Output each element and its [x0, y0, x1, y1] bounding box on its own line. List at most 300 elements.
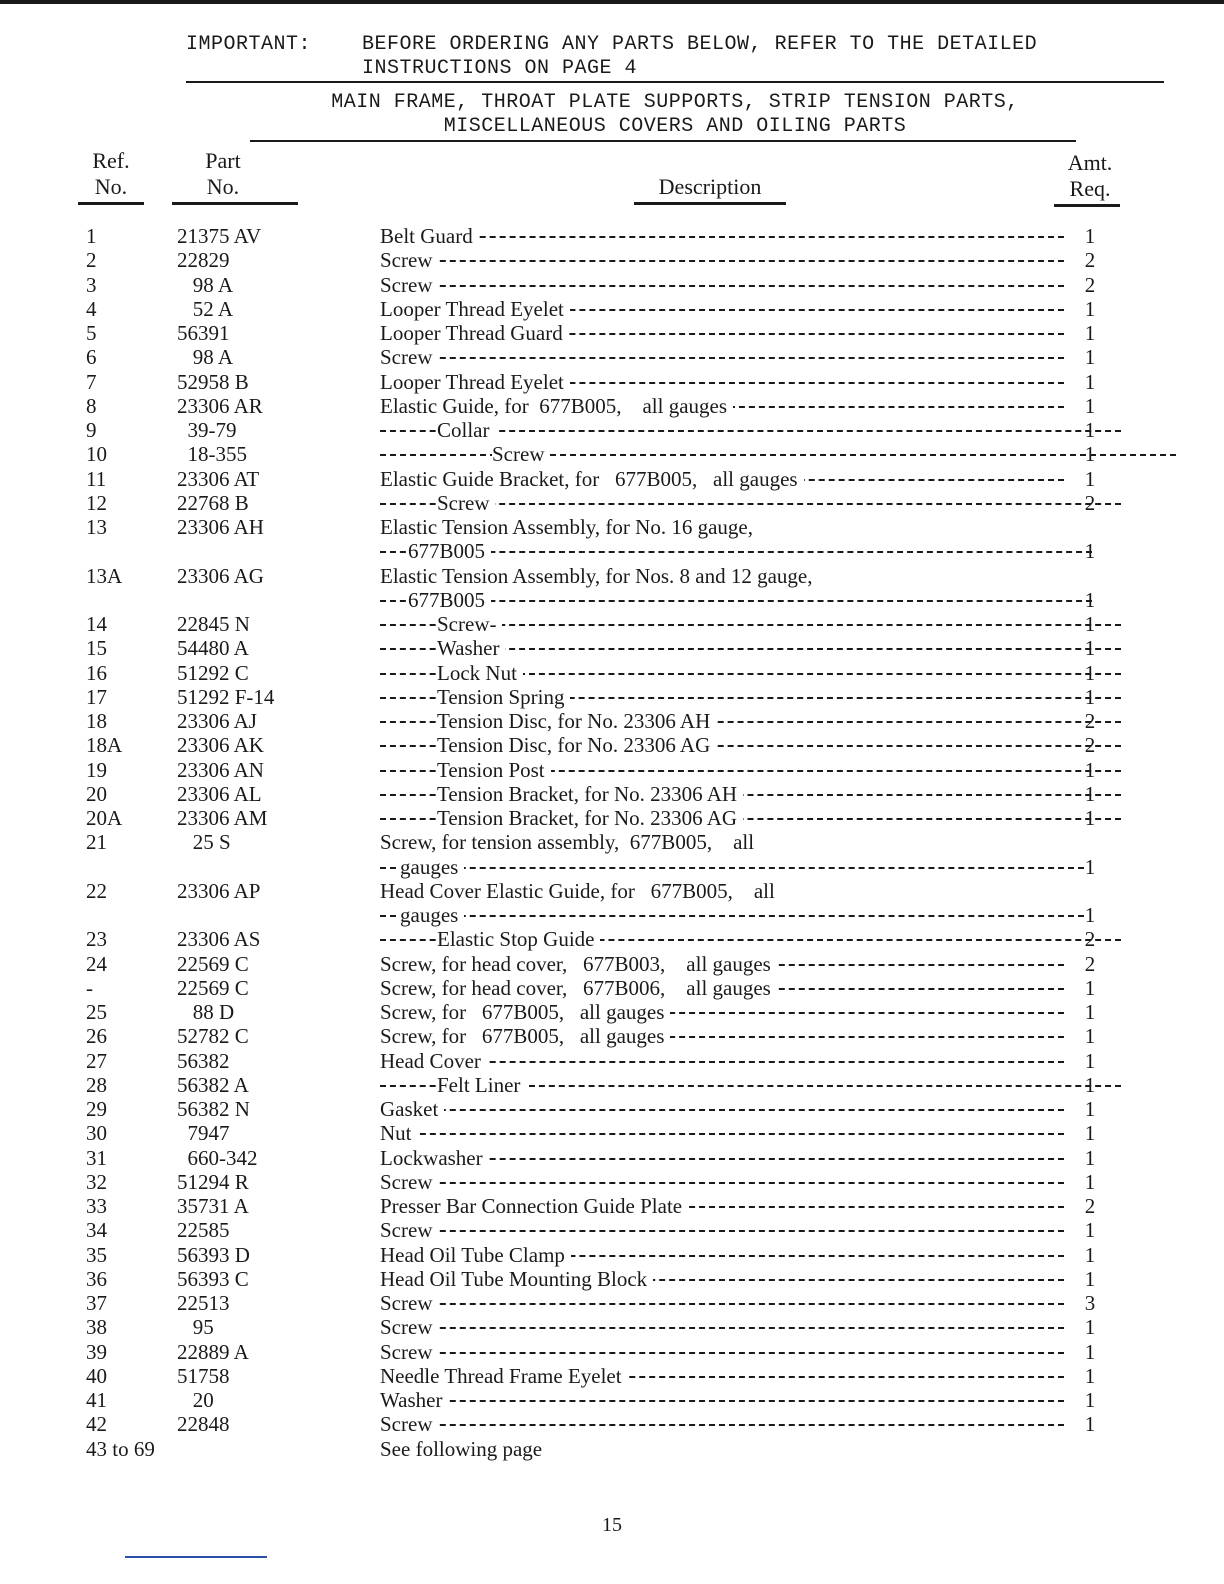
table-row: [0, 1097, 1224, 1121]
part-no: 23306 AM: [177, 806, 268, 830]
description: [380, 927, 1127, 951]
description: [380, 1049, 1070, 1073]
description-text: Head Cover: [380, 1049, 487, 1073]
description: [380, 1121, 1070, 1145]
amount-required: 2: [1084, 490, 1096, 515]
description: [380, 661, 1127, 685]
amount-required: 1: [1084, 393, 1096, 418]
amount-required: 1: [1084, 1145, 1096, 1170]
description: [380, 224, 1070, 248]
description: [380, 758, 1127, 782]
ref-no: 12: [86, 490, 107, 515]
important-notice: BEFORE ORDERING ANY PARTS BELOW, REFER TO THE DETAILED INSTRUCTIONS ON PAGE 4: [362, 33, 1038, 80]
ref-no: 21: [86, 830, 107, 855]
ref-no: 25: [86, 1000, 107, 1024]
description-header: Description: [658, 174, 762, 199]
part-no: 18-355: [177, 442, 247, 467]
description: [380, 806, 1127, 830]
description: [380, 879, 1070, 903]
description: [380, 685, 1127, 709]
description-text: Looper Thread Guard: [380, 321, 569, 345]
table-row: [0, 806, 1224, 830]
amount-required: 1: [1084, 1048, 1096, 1073]
ref-no: 20: [86, 781, 107, 806]
ref-no: 31: [86, 1145, 107, 1170]
table-row: [0, 661, 1224, 685]
description: [380, 1364, 1070, 1388]
amount-required: 1: [1084, 684, 1096, 709]
part-no: 23306 AR: [177, 393, 263, 418]
description-text: Needle Thread Frame Eyelet: [380, 1364, 628, 1388]
ref-no: 33: [86, 1194, 107, 1218]
amount-required: 1: [1084, 757, 1096, 782]
description: [380, 1073, 1127, 1097]
description: [380, 394, 1070, 418]
table-row: [0, 467, 1224, 491]
amount-required: 1: [1084, 781, 1096, 806]
description: [380, 1170, 1070, 1194]
amount-required: 2: [1084, 272, 1096, 297]
ref-no: 36: [86, 1266, 107, 1291]
description-text: Screw, for 677B005, all gauges: [380, 1024, 670, 1048]
ref-no: 6: [86, 345, 97, 370]
part-no: 23306 AT: [177, 466, 260, 491]
description: [380, 588, 1098, 612]
divider: [186, 81, 1164, 83]
description-text: gauges: [400, 855, 464, 879]
ref-no: 18: [86, 709, 107, 733]
table-row: [0, 1267, 1224, 1291]
table-row: [0, 515, 1224, 539]
description-text: Head Oil Tube Clamp: [380, 1243, 571, 1267]
table-row: [0, 903, 1224, 927]
description: [380, 830, 1070, 854]
table-row: [0, 394, 1224, 418]
ref-no: 1: [86, 224, 97, 248]
ref-no: 11: [86, 466, 107, 491]
amount-required: 1: [1084, 296, 1096, 321]
ref-no: 32: [86, 1169, 107, 1194]
amount-required: 1: [1084, 660, 1096, 685]
ref-no-underline: [78, 202, 144, 205]
part-no: 23306 AP: [177, 878, 261, 903]
description: [380, 1097, 1070, 1121]
ref-no: 7: [86, 369, 97, 394]
description: [380, 321, 1070, 345]
description: [380, 273, 1070, 297]
amt-req-underline: [1054, 204, 1120, 207]
description: [380, 1243, 1070, 1267]
description: [380, 418, 1127, 442]
description-text: Tension Disc, for No. 23306 AH: [437, 709, 716, 733]
part-no: 56382 N: [177, 1097, 250, 1121]
description-text: gauges: [400, 903, 464, 927]
table-row: [0, 855, 1224, 879]
ref-no: 16: [86, 660, 107, 685]
part-no: 22848: [177, 1412, 230, 1437]
amt-req-header: Amt. Req.: [1067, 150, 1113, 201]
part-no: 23306 AH: [177, 515, 264, 539]
amount-required: 1: [1084, 612, 1096, 636]
amount-required: 1: [1084, 1097, 1096, 1121]
part-no: 51292 F-14: [177, 684, 275, 709]
table-row: [0, 1049, 1224, 1073]
table-row: [0, 491, 1224, 515]
ref-no: 40: [86, 1363, 107, 1388]
ref-no: 39: [86, 1339, 107, 1364]
table-row: [0, 1291, 1224, 1315]
description: [380, 491, 1127, 515]
part-no: 7947: [177, 1121, 230, 1146]
amount-required: 1: [1084, 975, 1096, 1000]
description: [380, 952, 1070, 976]
part-no: 21375 AV: [177, 224, 262, 248]
ref-no: 34: [86, 1218, 107, 1243]
description: [380, 370, 1070, 394]
ref-no: 5: [86, 321, 97, 345]
description-text: 677B005: [408, 539, 491, 563]
part-no: 660-342: [177, 1145, 258, 1170]
description-text: Tension Bracket, for No. 23306 AG: [437, 806, 743, 830]
description-text: See following page: [380, 1437, 548, 1461]
part-no: 25 S: [177, 830, 231, 855]
table-row: [0, 612, 1224, 636]
table-row: [0, 1340, 1224, 1364]
description: [380, 564, 1070, 588]
part-no: 51292 C: [177, 660, 249, 685]
description: [380, 1218, 1070, 1242]
amount-required: 1: [1084, 587, 1096, 612]
part-no: 22829: [177, 248, 230, 273]
table-row: [0, 976, 1224, 1000]
ref-no-header: Ref. No.: [92, 148, 130, 199]
description: [380, 855, 1090, 879]
table-row: [0, 1146, 1224, 1170]
part-no: 56391: [177, 321, 230, 345]
description-text: Felt Liner: [437, 1073, 526, 1097]
table-row: [0, 321, 1224, 345]
table-row: [0, 709, 1224, 733]
description-text: Head Oil Tube Mounting Block: [380, 1267, 653, 1291]
part-no: 54480 A: [177, 636, 249, 661]
table-row: [0, 564, 1224, 588]
ref-no: 29: [86, 1097, 107, 1121]
part-no: 56393 D: [177, 1242, 250, 1267]
page-number: 15: [602, 1514, 622, 1536]
part-no: 23306 AL: [177, 781, 262, 806]
amount-required: 3: [1084, 1291, 1096, 1315]
ref-no: 8: [86, 393, 97, 418]
ref-no: 28: [86, 1072, 107, 1097]
table-row: [0, 1170, 1224, 1194]
description: [380, 1412, 1070, 1436]
amount-required: 2: [1084, 927, 1096, 952]
description-text: Elastic Tension Assembly, for Nos. 8 and 12 gauge,: [380, 564, 818, 588]
table-row: [0, 1024, 1224, 1048]
amount-required: 1: [1084, 1000, 1096, 1024]
description-text: Screw: [380, 345, 438, 369]
section-title-line-2: MISCELLANEOUS COVERS AND OILING PARTS: [443, 115, 907, 138]
amount-required: 1: [1084, 1339, 1096, 1364]
description-text: Elastic Guide Bracket, for 677B005, all gauges: [380, 467, 804, 491]
description-text: Elastic Stop Guide: [437, 927, 600, 951]
part-no: 23306 AN: [177, 757, 264, 782]
description-text: Lock Nut: [437, 661, 523, 685]
description-text: Looper Thread Eyelet: [380, 297, 570, 321]
description: [380, 976, 1070, 1000]
ref-no: 19: [86, 757, 107, 782]
table-row: [0, 345, 1224, 369]
description-text: Presser Bar Connection Guide Plate: [380, 1194, 688, 1218]
table-row: [0, 273, 1224, 297]
part-no: 23306 AJ: [177, 709, 257, 733]
description-text: Screw: [380, 1412, 438, 1436]
table-row: [0, 1364, 1224, 1388]
part-no: 51294 R: [177, 1169, 249, 1194]
table-row: [0, 442, 1224, 466]
description: [380, 612, 1127, 636]
amount-required: 1: [1084, 345, 1096, 370]
ref-no: 30: [86, 1121, 107, 1146]
part-no: 22845 N: [177, 612, 250, 636]
part-no: 98 A: [177, 272, 234, 297]
description-text: Tension Bracket, for No. 23306 AH: [437, 782, 743, 806]
description-text: 677B005: [408, 588, 491, 612]
part-no: 22569 C: [177, 975, 249, 1000]
description-text: Belt Guard: [380, 224, 479, 248]
description-text: Collar: [437, 418, 496, 442]
description-text: Washer: [380, 1388, 448, 1412]
amount-required: 1: [1084, 1024, 1096, 1049]
part-no: 22585: [177, 1218, 230, 1243]
table-row: [0, 1194, 1224, 1218]
ref-no: 38: [86, 1315, 107, 1340]
description-text: Screw, for head cover, 677B003, all gauges: [380, 952, 777, 976]
amount-required: 1: [1084, 903, 1096, 927]
ref-no: 20A: [86, 806, 123, 830]
description-text: Screw-: [437, 612, 502, 636]
table-row: [0, 879, 1224, 903]
description: [380, 636, 1127, 660]
description-text: Tension Post: [437, 758, 551, 782]
description-text: Elastic Guide, for 677B005, all gauges: [380, 394, 733, 418]
amount-required: 1: [1084, 442, 1096, 467]
ref-no: 41: [86, 1388, 107, 1412]
amount-required: 1: [1084, 418, 1096, 442]
description-text: Gasket: [380, 1097, 444, 1121]
table-row: [0, 418, 1224, 442]
table-row: [0, 636, 1224, 660]
amount-required: 1: [1084, 224, 1096, 248]
ref-no: 43 to 69: [86, 1436, 155, 1461]
amount-required: 1: [1084, 321, 1096, 345]
description-text: Head Cover Elastic Guide, for 677B005, all: [380, 879, 781, 903]
description-text: Screw: [380, 1315, 438, 1339]
part-no: 22569 C: [177, 951, 249, 976]
part-no: 22513: [177, 1291, 230, 1315]
description: [380, 733, 1127, 757]
amount-required: 1: [1084, 1315, 1096, 1340]
amount-required: 2: [1084, 709, 1096, 733]
top-border: [0, 0, 1224, 4]
description: [380, 297, 1070, 321]
description-text: Tension Disc, for No. 23306 AG: [437, 733, 716, 757]
description: [380, 345, 1070, 369]
description: [380, 1437, 1070, 1461]
amount-required: 2: [1084, 248, 1096, 273]
table-row: [0, 1000, 1224, 1024]
part-no: 56382 A: [177, 1072, 249, 1097]
part-no-header: Part No.: [205, 148, 241, 199]
description-text: Screw: [380, 248, 438, 272]
amount-required: 2: [1084, 951, 1096, 976]
table-row: [0, 927, 1224, 951]
ref-no: 26: [86, 1024, 107, 1049]
description-text: Washer: [437, 636, 505, 660]
important-label: IMPORTANT:: [186, 33, 312, 56]
description-text: Screw: [380, 1291, 438, 1315]
amount-required: 1: [1084, 1218, 1096, 1243]
amount-required: 1: [1084, 466, 1096, 491]
table-row: [0, 952, 1224, 976]
amount-required: 1: [1084, 1242, 1096, 1267]
ref-no: 10: [86, 442, 107, 467]
description-text: Nut: [380, 1121, 418, 1145]
description-underline: [634, 202, 786, 205]
description: [380, 248, 1070, 272]
description: [380, 442, 1182, 466]
section-title: [186, 91, 1164, 139]
ref-no: 22: [86, 878, 107, 903]
part-no: 22768 B: [177, 490, 249, 515]
amount-required: 1: [1084, 854, 1096, 879]
ref-no: 14: [86, 612, 107, 636]
description: [380, 782, 1127, 806]
ref-no: 3: [86, 272, 97, 297]
part-no: 56393 C: [177, 1266, 249, 1291]
table-row: [0, 539, 1224, 563]
ref-no: 27: [86, 1048, 107, 1073]
footer-rule: [125, 1556, 267, 1558]
amount-required: 1: [1084, 1121, 1096, 1146]
description-text: Screw: [437, 491, 495, 515]
table-row: [0, 224, 1224, 248]
table-row: [0, 297, 1224, 321]
table-row: [0, 588, 1224, 612]
ref-no: 15: [86, 636, 107, 661]
table-row: [0, 370, 1224, 394]
table-row: [0, 685, 1224, 709]
part-no: 98 A: [177, 345, 234, 370]
ref-no: 37: [86, 1291, 107, 1315]
amount-required: 2: [1084, 1194, 1096, 1218]
amount-required: 1: [1084, 806, 1096, 830]
part-no-underline: [172, 202, 298, 205]
description: [380, 1000, 1070, 1024]
ref-no: 23: [86, 927, 107, 952]
description-text: Screw: [380, 1340, 438, 1364]
section-title-line-1: MAIN FRAME, THROAT PLATE SUPPORTS, STRIP TENSION PARTS,: [331, 91, 1019, 114]
part-no: 22889 A: [177, 1339, 249, 1364]
description: [380, 1146, 1070, 1170]
ref-no: 35: [86, 1242, 107, 1267]
table-row: [0, 1218, 1224, 1242]
part-no: 95: [177, 1315, 214, 1340]
part-no: 20: [177, 1388, 214, 1412]
part-no: 88 D: [177, 1000, 235, 1024]
description: [380, 1340, 1070, 1364]
amount-required: 1: [1084, 1412, 1096, 1437]
amount-required: 2: [1084, 733, 1096, 758]
description-text: Looper Thread Eyelet: [380, 370, 570, 394]
description: [380, 1194, 1070, 1218]
ref-no: 4: [86, 296, 97, 321]
part-no: 52782 C: [177, 1024, 249, 1049]
table-row: [0, 1388, 1224, 1412]
ref-no: 18A: [86, 733, 123, 758]
description: [380, 1024, 1070, 1048]
description: [380, 1388, 1070, 1412]
part-no: 23306 AG: [177, 563, 264, 588]
part-no: 23306 AK: [177, 733, 264, 758]
part-no: 56382: [177, 1048, 230, 1073]
description-text: Screw, for 677B005, all gauges: [380, 1000, 670, 1024]
part-no: 52 A: [177, 296, 234, 321]
table-row: [0, 830, 1224, 854]
table-row: [0, 1121, 1224, 1145]
table-row: [0, 248, 1224, 272]
amount-required: 1: [1084, 1363, 1096, 1388]
table-row: [0, 782, 1224, 806]
description-text: Screw, for head cover, 677B006, all gauges: [380, 976, 777, 1000]
ref-no: 24: [86, 951, 107, 976]
description-text: Lockwasher: [380, 1146, 489, 1170]
table-row: [0, 1315, 1224, 1339]
part-no: 39-79: [177, 418, 237, 442]
ref-no: 17: [86, 684, 107, 709]
table-row: [0, 1243, 1224, 1267]
amount-required: 1: [1084, 1266, 1096, 1291]
ref-no: 2: [86, 248, 97, 273]
description-text: Screw: [380, 1218, 438, 1242]
description-text: Screw: [380, 1170, 438, 1194]
description: [380, 539, 1098, 563]
description: [380, 903, 1090, 927]
amount-required: 1: [1084, 1169, 1096, 1194]
description-text: Elastic Tension Assembly, for No. 16 gauge,: [380, 515, 759, 539]
amount-required: 1: [1084, 1072, 1096, 1097]
amount-required: 1: [1084, 1388, 1096, 1412]
part-no: 35731 A: [177, 1194, 249, 1218]
ref-no: 9: [86, 418, 97, 442]
description-text: Screw: [492, 442, 550, 466]
table-row: [0, 758, 1224, 782]
ref-no: 13A: [86, 563, 123, 588]
description: [380, 1267, 1070, 1291]
amount-required: 1: [1084, 539, 1096, 564]
table-row: [0, 1412, 1224, 1436]
divider: [250, 140, 1076, 142]
ref-no: -: [86, 975, 93, 1000]
description: [380, 1315, 1070, 1339]
description-text: Screw: [380, 273, 438, 297]
description-text: Tension Spring: [437, 685, 570, 709]
description-text: Screw, for tension assembly, 677B005, all: [380, 830, 760, 854]
table-row: [0, 1437, 1224, 1461]
part-no: 23306 AS: [177, 927, 261, 952]
description: [380, 709, 1127, 733]
table-row: [0, 733, 1224, 757]
